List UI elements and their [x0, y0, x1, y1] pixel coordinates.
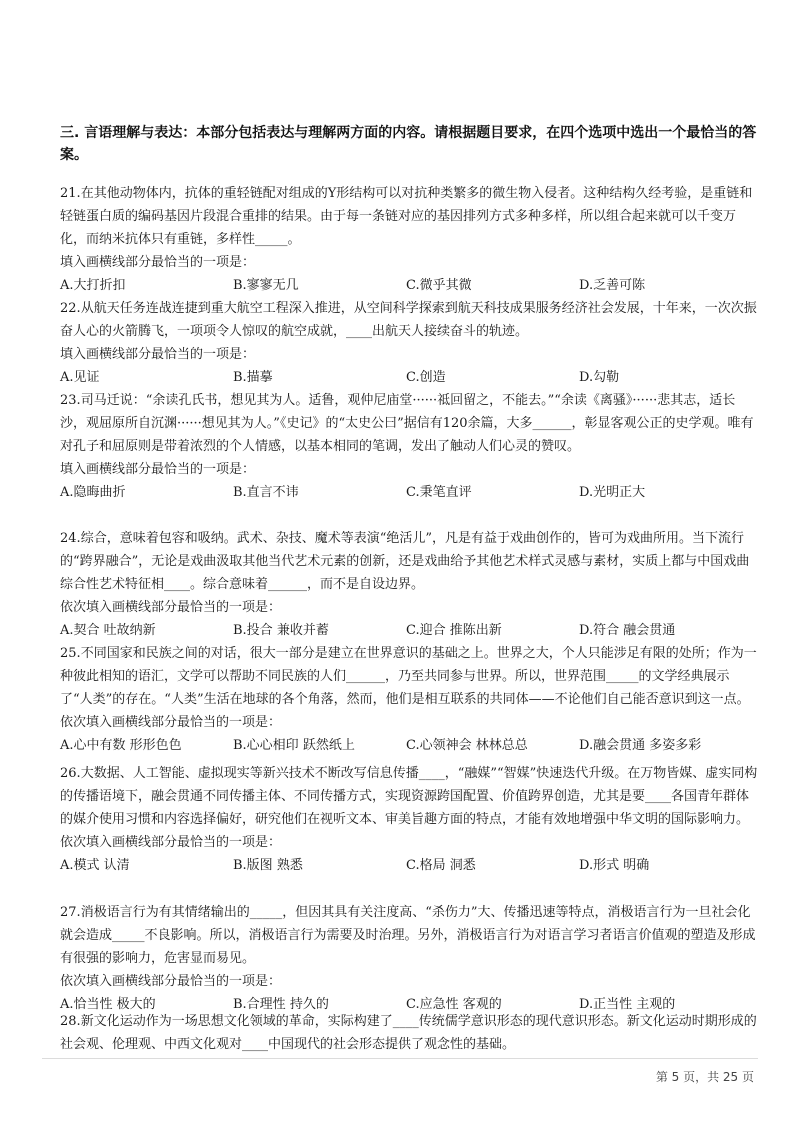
question-prompt: 依次填入画横线部分最恰当的一项是： [60, 835, 282, 850]
footer-divider [42, 1058, 758, 1059]
question-text: 从航天任务连战连捷到重大航空工程深入推进，从空间科学探索到航天科技成果服务经济社会发展，十年来，一次次振奋人心的火箭腾飞，一项项令人惊叹的航空成就，____出航天人接续奋斗的轨迹。 [60, 301, 757, 339]
option-d[interactable]: D.勾勒 [579, 370, 620, 385]
option-d[interactable]: D.符合 融会贯通 [579, 623, 676, 638]
question-prompt: 填入画横线部分最恰当的一项是： [60, 462, 256, 477]
option-b[interactable]: B.合理性 持久的 [233, 997, 329, 1012]
option-c[interactable]: C.创造 [406, 370, 446, 385]
option-d[interactable]: D.融会贯通 多姿多彩 [579, 738, 702, 753]
question-stem [60, 527, 760, 596]
question-26 [60, 762, 760, 877]
option-b[interactable]: B.描摹 [233, 370, 273, 385]
option-a[interactable]: A.契合 吐故纳新 [60, 623, 156, 638]
options-row [60, 481, 760, 504]
question-28 [60, 1010, 760, 1056]
option-d[interactable]: D.光明正大 [579, 485, 646, 500]
option-c[interactable]: C.微乎其微 [406, 278, 472, 293]
question-23 [60, 389, 760, 504]
option-a[interactable]: A.心中有数 形形色色 [60, 738, 182, 753]
question-text: 消极语言行为有其情绪输出的_____，但因其具有关注度高、“杀伤力”大、传播迅速等特点，消极语言行为一旦社会化就会造成_____不良影响。所以，消极语言行为需要及时治理。另外，消极语言行为对语言学习者语言价值观的塑造及形成有很强的影响力，危害显而易见。 [60, 905, 756, 966]
question-stem [60, 297, 760, 343]
question-text: 综合，意味着包容和吸纳。武术、杂技、魔术等表演“绝活儿”，凡是有益于戏曲创作的，皆可为戏曲所用。当下流行的“跨界融合”，无论是戏曲汲取其他当代艺术元素的创新，还是戏曲给予其他艺术样式灵感与素材，实质上都与中国戏曲综合性艺术特征相____。综合意味着______，而不是自设边界。 [60, 531, 750, 592]
question-number: 23. [60, 393, 81, 408]
option-c[interactable]: C.心领神会 林林总总 [406, 738, 528, 753]
options-row [60, 274, 760, 297]
option-a[interactable]: A.见证 [60, 370, 100, 385]
question-text: 司马迁说：“余读孔氏书，想见其为人。适鲁，观仲尼庙堂······祗回留之，不能去。”“余读《离骚》······悲其志，适长沙，观屈原所自沉渊······想见其为人。”《史记》的“太史公曰”据信有120余篇，大多______，彰显客观公正的史学观。唯有对孔子和屈原则是带着浓烈的个人情感，以基本相同的笔调，发出了触动人们心灵的赞叹。 [60, 393, 754, 454]
question-stem [60, 389, 760, 458]
question-number: 21. [60, 186, 81, 201]
question-27 [60, 901, 760, 1016]
option-c[interactable]: C.迎合 推陈出新 [406, 623, 502, 638]
options-row [60, 619, 760, 642]
option-d[interactable]: D.形式 明确 [579, 858, 650, 873]
question-22 [60, 297, 760, 389]
question-stem [60, 182, 760, 251]
question-25 [60, 642, 760, 757]
question-21 [60, 182, 760, 297]
question-stem [60, 642, 760, 711]
option-b[interactable]: B.直言不讳 [233, 485, 299, 500]
option-b[interactable]: B.投合 兼收并蓄 [233, 623, 329, 638]
question-prompt: 依次填入画横线部分最恰当的一项是： [60, 715, 282, 730]
question-text: 大数据、人工智能、虚拟现实等新兴技术不断改写信息传播____，“融媒”“智媒”快速迭代升级。在万物皆媒、虚实同构的传播语境下，融会贯通不同传播主体、不同传播方式，实现资源跨国配置、价值跨界创造，尤其是要____各国青年群体的媒介使用习惯和内容选择偏好，研究他们在视听文本、审美旨趣方面的特点，才能有效地增强中华文明的国际影响力。 [60, 766, 758, 827]
question-number: 28. [60, 1014, 81, 1029]
question-number: 27. [60, 905, 81, 920]
question-stem [60, 901, 760, 970]
option-d[interactable]: D.乏善可陈 [579, 278, 646, 293]
option-a[interactable]: A.隐晦曲折 [60, 485, 126, 500]
question-text: 在其他动物体内，抗体的重轻链配对组成的Y形结构可以对抗种类繁多的微生物入侵者。这种结构久经考验，是重链和轻链蛋白质的编码基因片段混合重排的结果。由于每一条链对应的基因排列方式多种多样，所以组合起来就可以千变万化，而纳米抗体只有重链，多样性_____。 [60, 186, 753, 247]
question-prompt: 依次填入画横线部分最恰当的一项是： [60, 974, 282, 989]
option-c[interactable]: C.秉笔直评 [406, 485, 472, 500]
question-text: 不同国家和民族之间的对话，很大一部分是建立在世界意识的基础之上。世界之大，个人只能涉足有限的处所；作为一种彼此相知的语汇，文学可以帮助不同民族的人们______，乃至共同参与世界。所以，世界范围_____的文学经典展示了“人类”的存在。“人类”生活在地球的各个角落，然而，他们是相互联系的共同体——不论他们自己能否意识到这一点。 [60, 646, 757, 707]
option-a[interactable]: A.大打折扣 [60, 278, 126, 293]
option-b[interactable]: B.版图 熟悉 [233, 858, 303, 873]
page-number: 第 5 页，共 25 页 [655, 1070, 754, 1084]
option-c[interactable]: C.格局 洞悉 [406, 858, 476, 873]
question-stem [60, 1010, 760, 1056]
section-heading: 三. 言语理解与表达：本部分包括表达与理解两方面的内容。请根据题目要求，在四个选项中选出一个最恰当的答案。 [60, 125, 757, 163]
question-24 [60, 527, 760, 642]
option-b[interactable]: B.寥寥无几 [233, 278, 299, 293]
option-d[interactable]: D.正当性 主观的 [579, 997, 676, 1012]
question-text: 新文化运动作为一场思想文化领域的革命，实际构建了____传统儒学意识形态的现代意识形态。新文化运动时期形成的社会观、伦理观、中西文化观对____中国现代的社会形态提供了观念性的基础。 [60, 1014, 757, 1052]
question-number: 22. [60, 301, 81, 316]
question-stem [60, 762, 760, 831]
option-b[interactable]: B.心心相印 跃然纸上 [233, 738, 355, 753]
question-number: 25. [60, 646, 81, 661]
question-number: 24. [60, 531, 81, 546]
option-a[interactable]: A.模式 认清 [60, 858, 130, 873]
options-row [60, 734, 760, 757]
question-prompt: 依次填入画横线部分最恰当的一项是： [60, 600, 282, 615]
question-prompt: 填入画横线部分最恰当的一项是： [60, 255, 256, 270]
options-row [60, 366, 760, 389]
question-number: 26. [60, 766, 81, 781]
option-a[interactable]: A.恰当性 极大的 [60, 997, 156, 1012]
options-row [60, 854, 760, 877]
option-c[interactable]: C.应急性 客观的 [406, 997, 502, 1012]
question-prompt: 填入画横线部分最恰当的一项是： [60, 347, 256, 362]
